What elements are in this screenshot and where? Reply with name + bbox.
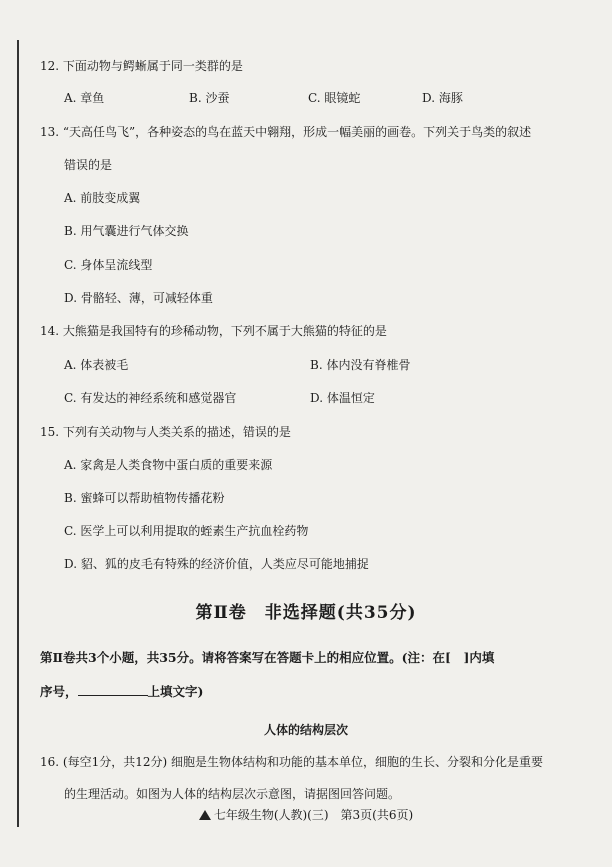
q12-option-b: B. 沙蚕: [189, 91, 230, 105]
q12-option-c: C. 眼镜蛇: [308, 91, 361, 105]
q15-option-b: B. 蜜蜂可以帮助植物传播花粉: [64, 491, 225, 505]
instruction-line2-suffix: 上填文字): [147, 684, 204, 699]
q15-option-a: A. 家禽是人类食物中蛋白质的重要来源: [64, 458, 273, 472]
q14-option-d: D. 体温恒定: [310, 391, 375, 405]
question-13-stem-line2: 错误的是: [64, 158, 113, 172]
q12-option-a: A. 章鱼: [64, 91, 105, 105]
footer-text: 七年级生物(人教)(三) 第3页(共6页): [213, 808, 414, 822]
q14-option-c: C. 有发达的神经系统和感觉器官: [64, 391, 237, 405]
q13-option-a: A. 前肢变成翼: [64, 191, 141, 205]
section-title: 第Ⅱ卷 非选择题(共35分): [195, 603, 417, 623]
part-heading: 人体的结构层次: [263, 723, 348, 737]
q15-option-d: D. 貂、狐的皮毛有特殊的经济价值，人类应尽可能地捕捉: [64, 557, 369, 571]
section-instruction-line2: [40, 683, 203, 700]
question-15-stem: 15. 下列有关动物与人类关系的描述，错误的是: [40, 425, 291, 439]
triangle-logo-icon: [199, 810, 211, 820]
q12-option-d: D. 海豚: [422, 91, 463, 105]
q13-option-d: D. 骨骼轻、薄，可减轻体重: [64, 291, 213, 305]
q15-option-c: C. 医学上可以利用提取的蛭素生产抗血栓药物: [64, 524, 309, 538]
section-instruction-line1: 第Ⅱ卷共3个小题，共35分。请将答案写在答题卡上的相应位置。(注：在[ ]内填: [40, 650, 495, 665]
q13-option-c: C. 身体呈流线型: [64, 258, 153, 272]
question-16-line1: 16. (每空1分，共12分) 细胞是生物体结构和功能的基本单位，细胞的生长、分裂和分化是重要: [40, 755, 543, 769]
page-footer: [0, 806, 612, 823]
fill-blank-line: [78, 683, 148, 696]
question-12-stem: 12. 下面动物与鳄蜥属于同一类群的是: [40, 59, 243, 73]
question-13-stem-line1: 13. “天高任鸟飞”，各种姿态的鸟在蓝天中翱翔，形成一幅美丽的画卷。下列关于鸟类的叙述: [40, 125, 532, 139]
question-16-line2: 的生理活动。如图为人体的结构层次示意图，请据图回答问题。: [64, 787, 401, 801]
page-left-border: [17, 40, 19, 827]
q14-option-b: B. 体内没有脊椎骨: [310, 358, 411, 372]
q14-option-a: A. 体表被毛: [64, 358, 129, 372]
question-14-stem: 14. 大熊猫是我国特有的珍稀动物，下列不属于大熊猫的特征的是: [40, 324, 387, 338]
instruction-line2-prefix: 序号，: [40, 684, 78, 699]
q13-option-b: B. 用气囊进行气体交换: [64, 224, 189, 238]
